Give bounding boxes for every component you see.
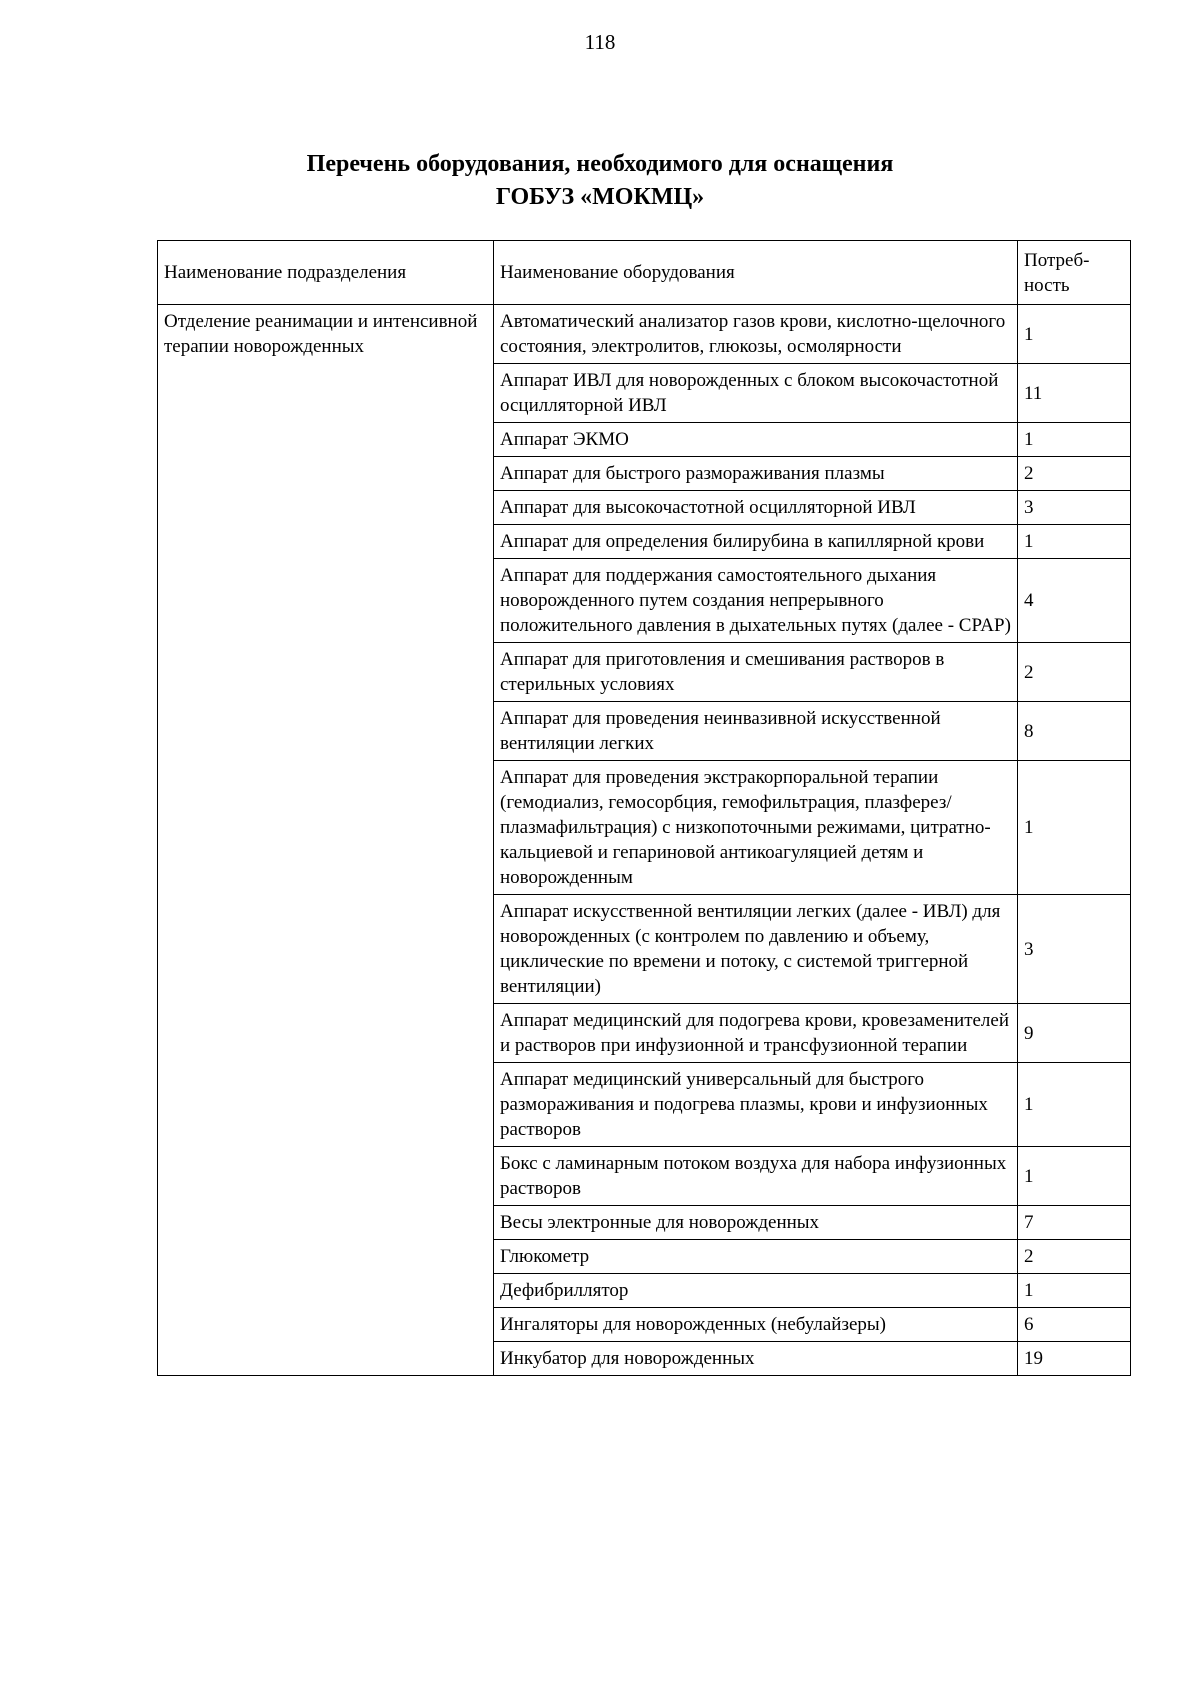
quantity-cell: 3 <box>1018 895 1131 1004</box>
quantity-cell: 1 <box>1018 761 1131 895</box>
title-line-1: Перечень оборудования, необходимого для оснащения <box>306 151 894 177</box>
equipment-name-cell: Аппарат медицинский универсальный для быстрого размораживания и подогрева плазмы, крови и инфузионных растворов <box>494 1063 1018 1147</box>
quantity-cell: 1 <box>1018 1063 1131 1147</box>
equipment-name-cell: Весы электронные для новорожденных <box>494 1206 1018 1240</box>
page-number: 118 <box>584 30 616 54</box>
quantity-cell: 3 <box>1018 491 1131 525</box>
quantity-cell: 1 <box>1018 1147 1131 1206</box>
equipment-name-cell: Аппарат для поддержания самостоятельного дыхания новорожденного путем создания непрерывного положительного давления в дыхательных путях (далее - CPAP) <box>494 559 1018 643</box>
quantity-cell: 1 <box>1018 305 1131 364</box>
equipment-name-cell: Аппарат для быстрого размораживания плазмы <box>494 457 1018 491</box>
equipment-name-cell: Автоматический анализатор газов крови, кислотно-щелочного состояния, электролитов, глюкозы, осмолярности <box>494 305 1018 364</box>
document-title <box>0 148 1200 214</box>
equipment-name-cell: Аппарат для высокочастотной осцилляторной ИВЛ <box>494 491 1018 525</box>
equipment-name-cell: Аппарат медицинский для подогрева крови, кровезаменителей и растворов при инфузионной и трансфузионной терапии <box>494 1004 1018 1063</box>
quantity-cell: 19 <box>1018 1342 1131 1376</box>
quantity-cell: 2 <box>1018 643 1131 702</box>
quantity-cell: 8 <box>1018 702 1131 761</box>
equipment-name-cell: Аппарат для приготовления и смешивания растворов в стерильных условиях <box>494 643 1018 702</box>
equipment-name-cell: Аппарат для определения билирубина в капиллярной крови <box>494 525 1018 559</box>
quantity-cell: 1 <box>1018 525 1131 559</box>
title-line-2: ГОБУЗ «МОКМЦ» <box>495 184 705 210</box>
quantity-cell: 4 <box>1018 559 1131 643</box>
table-row <box>158 305 1131 364</box>
equipment-name-cell: Дефибриллятор <box>494 1274 1018 1308</box>
department-cell: Отделение реанимации и интенсивной терапии новорожденных <box>158 305 494 1376</box>
quantity-cell: 1 <box>1018 423 1131 457</box>
quantity-cell: 7 <box>1018 1206 1131 1240</box>
quantity-cell: 2 <box>1018 1240 1131 1274</box>
equipment-name-cell: Глюкометр <box>494 1240 1018 1274</box>
table-header-row <box>158 241 1131 305</box>
quantity-cell: 1 <box>1018 1274 1131 1308</box>
equipment-name-cell: Аппарат для проведения экстракорпоральной терапии (гемодиализ, гемосорбция, гемофильтрация, плазферез/плазмафильтрация) с низкопоточными режимами, цитратно-кальциевой и гепариновой антикоагуляцией детям и новорожденным <box>494 761 1018 895</box>
equipment-name-cell: Ингаляторы для новорожденных (небулайзеры) <box>494 1308 1018 1342</box>
quantity-cell: 9 <box>1018 1004 1131 1063</box>
header-equipment: Наименование оборудования <box>494 241 1018 305</box>
equipment-name-cell: Бокс с ламинарным потоком воздуха для набора инфузионных растворов <box>494 1147 1018 1206</box>
quantity-cell: 6 <box>1018 1308 1131 1342</box>
equipment-name-cell: Аппарат ЭКМО <box>494 423 1018 457</box>
equipment-name-cell: Инкубатор для новорожденных <box>494 1342 1018 1376</box>
equipment-name-cell: Аппарат ИВЛ для новорожденных с блоком высокочастотной осцилляторной ИВЛ <box>494 364 1018 423</box>
quantity-cell: 2 <box>1018 457 1131 491</box>
header-need: Потреб-ность <box>1018 241 1131 305</box>
equipment-name-cell: Аппарат для проведения неинвазивной искусственной вентиляции легких <box>494 702 1018 761</box>
equipment-table <box>157 240 1131 1376</box>
header-department: Наименование подразделения <box>158 241 494 305</box>
equipment-name-cell: Аппарат искусственной вентиляции легких (далее - ИВЛ) для новорожденных (с контролем по давлению и объему, циклические по времени и потоку, с системой триггерной вентиляции) <box>494 895 1018 1004</box>
quantity-cell: 11 <box>1018 364 1131 423</box>
